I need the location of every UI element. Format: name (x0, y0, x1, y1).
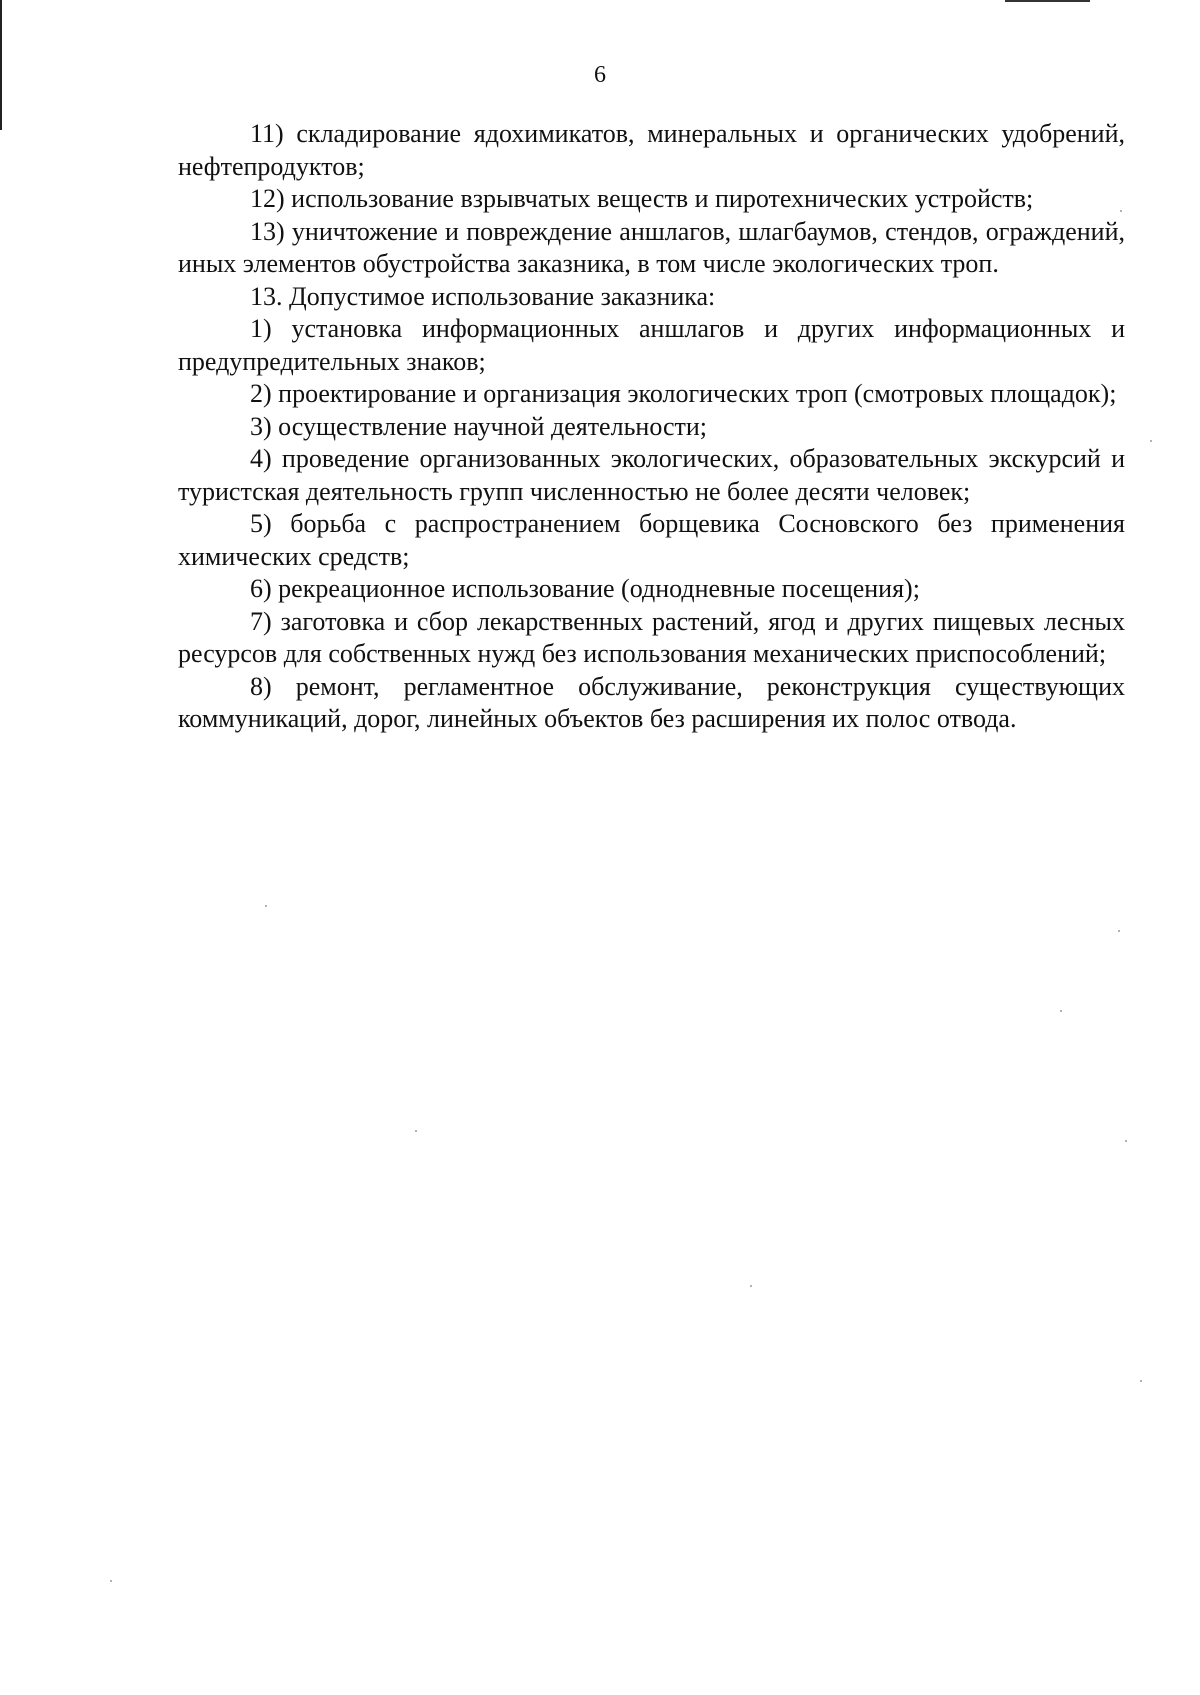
scan-speckle (1118, 930, 1120, 932)
scan-speckle (1150, 440, 1152, 442)
paragraph-item-11: 11) складирование ядохимикатов, минеральных и органических удобрений, нефтепродуктов; (178, 119, 1125, 181)
page-number: 6 (594, 62, 606, 88)
allowed-use-item-3: 3) осуществление научной деятельности; (250, 411, 708, 441)
allowed-use-item-4: 4) проведение организованных экологических, образовательных экскурсий и туристская деятельность групп численностью не более десяти человек; (178, 444, 1125, 506)
scan-speckle (1140, 1380, 1142, 1382)
document-body (178, 118, 1125, 736)
section-heading-13: 13. Допустимое использование заказника: (250, 281, 716, 311)
paragraph-item-12: 12) использование взрывчатых веществ и пиротехнических устройств; (250, 184, 1034, 213)
scan-speckle (1060, 1010, 1062, 1012)
scan-top-edge-mark (1005, 0, 1090, 2)
scan-speckle (265, 905, 267, 907)
scan-speckle (415, 1130, 417, 1132)
allowed-use-item-6: 6) рекреационное использование (однодневные посещения); (250, 574, 920, 603)
scan-speckle (110, 1580, 112, 1582)
scan-speckle (1120, 210, 1122, 212)
allowed-use-item-5: 5) борьба с распространением борщевика Сосновского без применения химических средств; (178, 509, 1125, 571)
scan-speckle (1125, 1140, 1127, 1142)
allowed-use-item-1: 1) установка информационных аншлагов и других информационных и предупредительных знаков; (178, 314, 1125, 376)
allowed-use-item-2: 2) проектирование и организация экологических троп (смотровых площадок); (250, 379, 1117, 408)
allowed-use-item-8: 8) ремонт, регламентное обслуживание, реконструкция существующих коммуникаций, дорог, линейных объектов без расширения их полос отвода. (178, 671, 1125, 733)
allowed-use-item-7: 7) заготовка и сбор лекарственных растений, ягод и других пищевых лесных ресурсов для собственных нужд без использования механических приспособлений; (178, 606, 1125, 668)
scan-speckle (750, 1285, 752, 1287)
paragraph-item-13: 13) уничтожение и повреждение аншлагов, шлагбаумов, стендов, ограждений, иных элементов обустройства заказника, в том числе экологических троп. (178, 216, 1125, 278)
